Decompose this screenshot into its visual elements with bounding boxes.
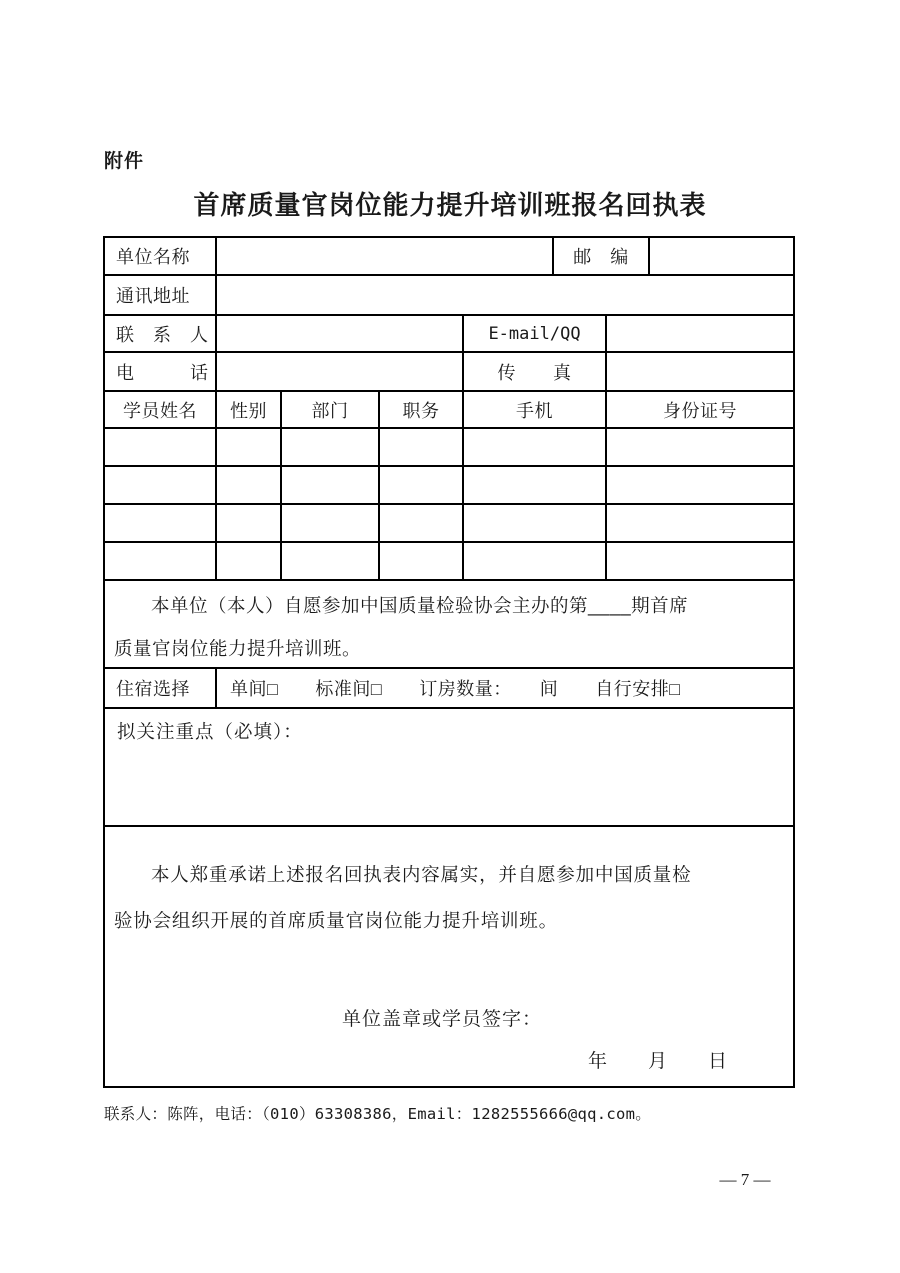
student-name-cell — [105, 429, 217, 465]
gender-cell — [217, 543, 282, 579]
position-cell — [380, 505, 464, 541]
gender-cell — [217, 429, 282, 465]
id-number-cell — [607, 505, 793, 541]
gender-cell — [217, 467, 282, 503]
gender-header: 性别 — [217, 392, 282, 427]
student-row — [105, 467, 793, 505]
phone-input-cell — [217, 353, 464, 390]
email-qq-label: E-mail/QQ — [464, 316, 607, 351]
id-number-cell — [607, 429, 793, 465]
student-row — [105, 505, 793, 543]
participation-line2: 质量官岗位能力提升培训班。 — [114, 638, 362, 659]
student-name-cell — [105, 467, 217, 503]
id-number-header: 身份证号 — [663, 400, 737, 421]
unit-name-input-cell — [217, 238, 554, 274]
commitment-line1: 本人郑重承诺上述报名回执表内容属实，并自愿参加中国质量检 — [151, 864, 692, 885]
department-cell — [282, 429, 380, 465]
position-cell — [380, 467, 464, 503]
student-header-row — [105, 392, 793, 429]
focus-label: 拟关注重点（必填）： — [117, 721, 303, 742]
contact-person-input-cell — [217, 316, 464, 351]
commitment-table — [103, 825, 795, 1088]
row-phone-fax — [105, 353, 793, 392]
postal-code-input-cell — [650, 238, 793, 274]
mobile-header: 手机 — [464, 392, 607, 427]
phone-label: 电 话 — [105, 353, 217, 390]
participation-statement — [105, 581, 793, 669]
student-row — [105, 543, 793, 581]
student-name-header: 学员姓名 — [105, 392, 217, 427]
mobile-cell — [464, 467, 607, 503]
attachment-label: 附件 — [104, 151, 145, 172]
department-cell — [282, 467, 380, 503]
department-header: 部门 — [282, 392, 380, 427]
student-row — [105, 429, 793, 467]
fax-input-cell — [607, 353, 793, 390]
commitment-section — [105, 827, 793, 1086]
mobile-cell — [464, 505, 607, 541]
row-unit-name — [105, 238, 793, 276]
commitment-line2: 验协会组织开展的首席质量官岗位能力提升培训班。 — [114, 910, 558, 931]
position-header: 职务 — [380, 392, 464, 427]
position-cell — [380, 429, 464, 465]
row-address — [105, 276, 793, 316]
mobile-cell — [464, 429, 607, 465]
id-number-cell — [607, 467, 793, 503]
unit-name-label: 单位名称 — [105, 238, 217, 274]
page-number: — 7 — — [719, 1170, 771, 1189]
participation-line1: 本单位（本人）自愿参加中国质量检验协会主办的第____期首席 — [151, 595, 689, 616]
student-name-cell — [105, 543, 217, 579]
mobile-cell — [464, 543, 607, 579]
contact-person-label: 联 系 人 — [105, 316, 217, 351]
department-cell — [282, 505, 380, 541]
email-qq-input-cell — [607, 316, 793, 351]
student-name-cell — [105, 505, 217, 541]
position-cell — [380, 543, 464, 579]
gender-cell — [217, 505, 282, 541]
row-contact-person — [105, 316, 793, 353]
focus-section — [105, 709, 793, 827]
department-cell — [282, 543, 380, 579]
accommodation-options: 单间□ 标准间□ 订房数量： 间 自行安排□ — [230, 679, 681, 699]
accommodation-label: 住宿选择 — [105, 669, 217, 707]
page-title: 首席质量官岗位能力提升培训班报名回执表 — [193, 190, 707, 220]
fax-label: 传 真 — [464, 353, 607, 390]
address-input-cell — [217, 276, 793, 314]
postal-code-label: 邮 编 — [554, 238, 650, 274]
registration-form-table — [103, 236, 795, 829]
date-label: 年 月 日 — [587, 1051, 728, 1072]
address-label: 通讯地址 — [105, 276, 217, 314]
footer-contact-info: 联系人：陈阵，电话：（010）63308386，Email：1282555666@qq.com。 — [104, 1105, 652, 1123]
signature-label: 单位盖章或学员签字： — [342, 1009, 543, 1030]
row-accommodation — [105, 669, 793, 709]
id-number-cell — [607, 543, 793, 579]
